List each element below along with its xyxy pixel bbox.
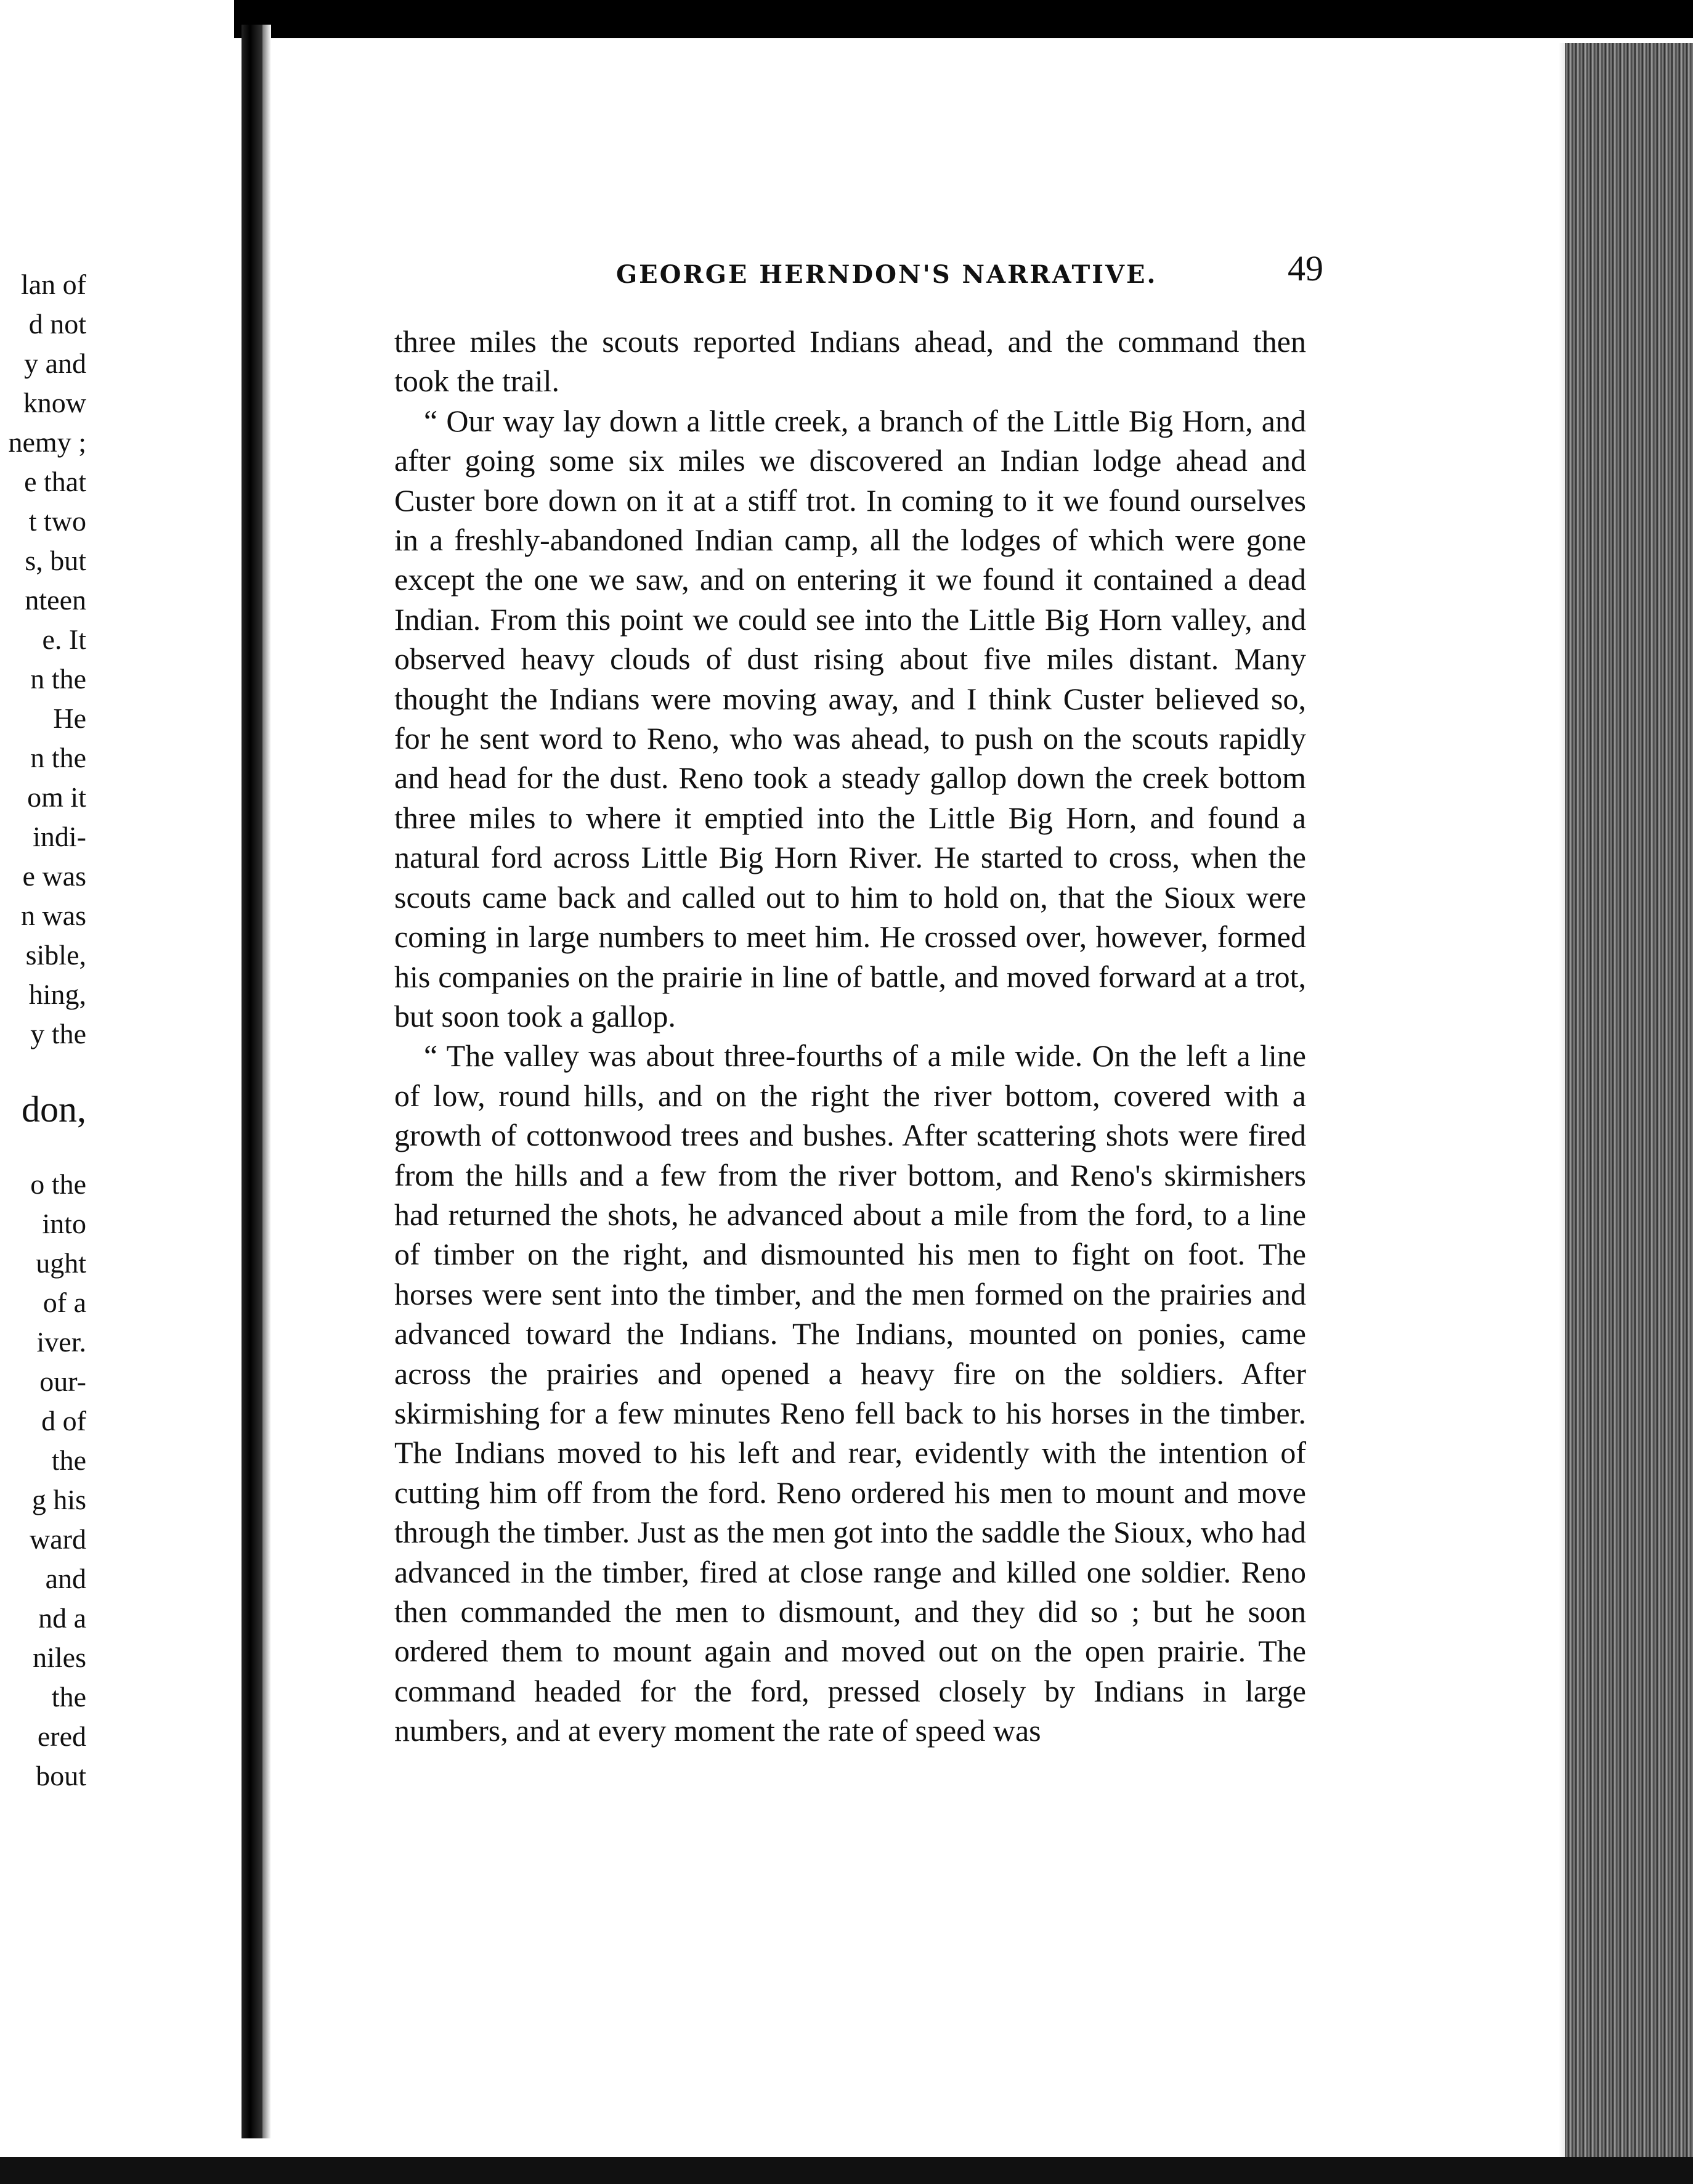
left-page-line: sible,	[25, 939, 86, 971]
left-page-line: our-	[39, 1366, 86, 1397]
left-page-line: iver.	[36, 1326, 86, 1358]
left-page-line: y and	[24, 348, 86, 379]
left-page-line: the	[51, 1681, 86, 1713]
left-page-line: g his	[31, 1484, 86, 1515]
left-page-line: nemy ;	[8, 426, 86, 458]
right-page	[271, 38, 1559, 2157]
left-page-line: ught	[36, 1247, 86, 1279]
left-page-line: n the	[30, 742, 86, 773]
left-page-line: the	[51, 1444, 86, 1476]
book-gutter	[242, 25, 262, 2138]
left-page-line: lan of	[20, 269, 86, 300]
left-facing-page	[0, 0, 234, 2184]
paragraph: “ The valley was about three-fourths of a mile wide. On the left a line of low, round hills, and on the right the river bottom, covered with a growth of cottonwood trees and bushes. After scattering shots were fired from the hills and a few from the river bottom, and Reno's skirmishers had returned the shots, he advanced about a mile from the ford, to a line of timber on the right, and dismounted his men to fight on foot. The horses were sent into the timber, and the men formed on the prairies and advanced toward the Indians. The Indians, mounted on ponies, came across the prairies and opened a heavy fire on the soldiers. After skirmishing for a few minutes Reno fell back to his horses in the timber. The Indians moved to his left and rear, evidently with the intention of cutting him off from the ford. Reno ordered his men to mount and move through the timber. Just as the men got into the saddle the Sioux, who had advanced in the timber, fired at close range and killed one soldier. Reno then commanded the men to dismount, and they did so ; but he soon ordered them to mount again and moved out on the open prairie. The command headed for the ford, pressed closely by Indians in large numbers, and at every moment the rate of speed was	[394, 1038, 1306, 1748]
gutter-shadow	[262, 25, 271, 2138]
scan-border-bottom	[0, 2157, 1693, 2184]
left-page-line: He	[53, 703, 86, 734]
paragraph-continuation: three miles the scouts reported Indians ahead, and the command then took the trail.	[394, 324, 1306, 399]
left-page-line: n was	[20, 900, 86, 931]
left-page-line: e. It	[42, 624, 86, 655]
left-page-line: d not	[28, 308, 86, 340]
left-page-line: n the	[30, 663, 86, 695]
left-page-line: nd a	[38, 1602, 86, 1634]
left-page-line: of a	[43, 1287, 86, 1318]
left-page-line: and	[45, 1563, 86, 1594]
left-page-line: nteen	[25, 584, 86, 616]
page-number: 49	[1288, 248, 1323, 288]
left-page-line: o the	[30, 1168, 86, 1200]
left-page-line: know	[23, 387, 86, 418]
body-text	[394, 322, 1306, 1751]
left-page-line: t two	[28, 505, 86, 537]
paragraph: “ Our way lay down a little creek, a branch of the Little Big Horn, and after going some six miles we discovered an Indian lodge ahead and Custer bore down on it at a stiff trot. In coming to it we found ourselves in a freshly-abandoned Indian camp, all the lodges of which were gone except the one we saw, and on entering it we found it contained a dead Indian. From this point we could see into the Little Big Horn valley, and observed heavy clouds of dust rising about five miles distant. Many thought the Indians were moving away, and I think Custer believed so, for he sent word to Reno, who was ahead, to push on the scouts rapidly and head for the dust. Reno took a steady gallop down the creek bottom three miles to where it emptied into the Little Big Horn, and found a natural ford across Little Big Horn River. He started to cross, when the scouts came back and called out to him to hold on, that the Sioux were coming in large numbers to meet him. He crossed over, however, formed his companies on the prairie in line of battle, and moved forward at a trot, but soon took a gallop.	[394, 403, 1306, 1033]
left-page-line: bout	[36, 1760, 86, 1791]
left-page-line: ered	[37, 1721, 86, 1752]
left-page-line: d of	[41, 1405, 86, 1436]
left-page-line: indi-	[33, 821, 86, 852]
left-page-line: s, but	[25, 545, 86, 576]
left-page-line: into	[42, 1208, 86, 1239]
left-page-text	[0, 265, 86, 1796]
left-page-line: ward	[30, 1523, 86, 1555]
left-page-line: e was	[22, 860, 86, 892]
left-page-line: y the	[30, 1018, 86, 1049]
book-fore-edge	[1565, 43, 1693, 2184]
left-page-line: hing,	[28, 979, 86, 1010]
left-page-line: don,	[22, 1089, 86, 1130]
left-page-line: e that	[24, 466, 86, 497]
left-page-line: niles	[33, 1642, 86, 1673]
left-page-line: om it	[27, 781, 86, 813]
running-title: GEORGE HERNDON'S NARRATIVE.	[616, 260, 1158, 289]
running-head	[271, 223, 1559, 289]
